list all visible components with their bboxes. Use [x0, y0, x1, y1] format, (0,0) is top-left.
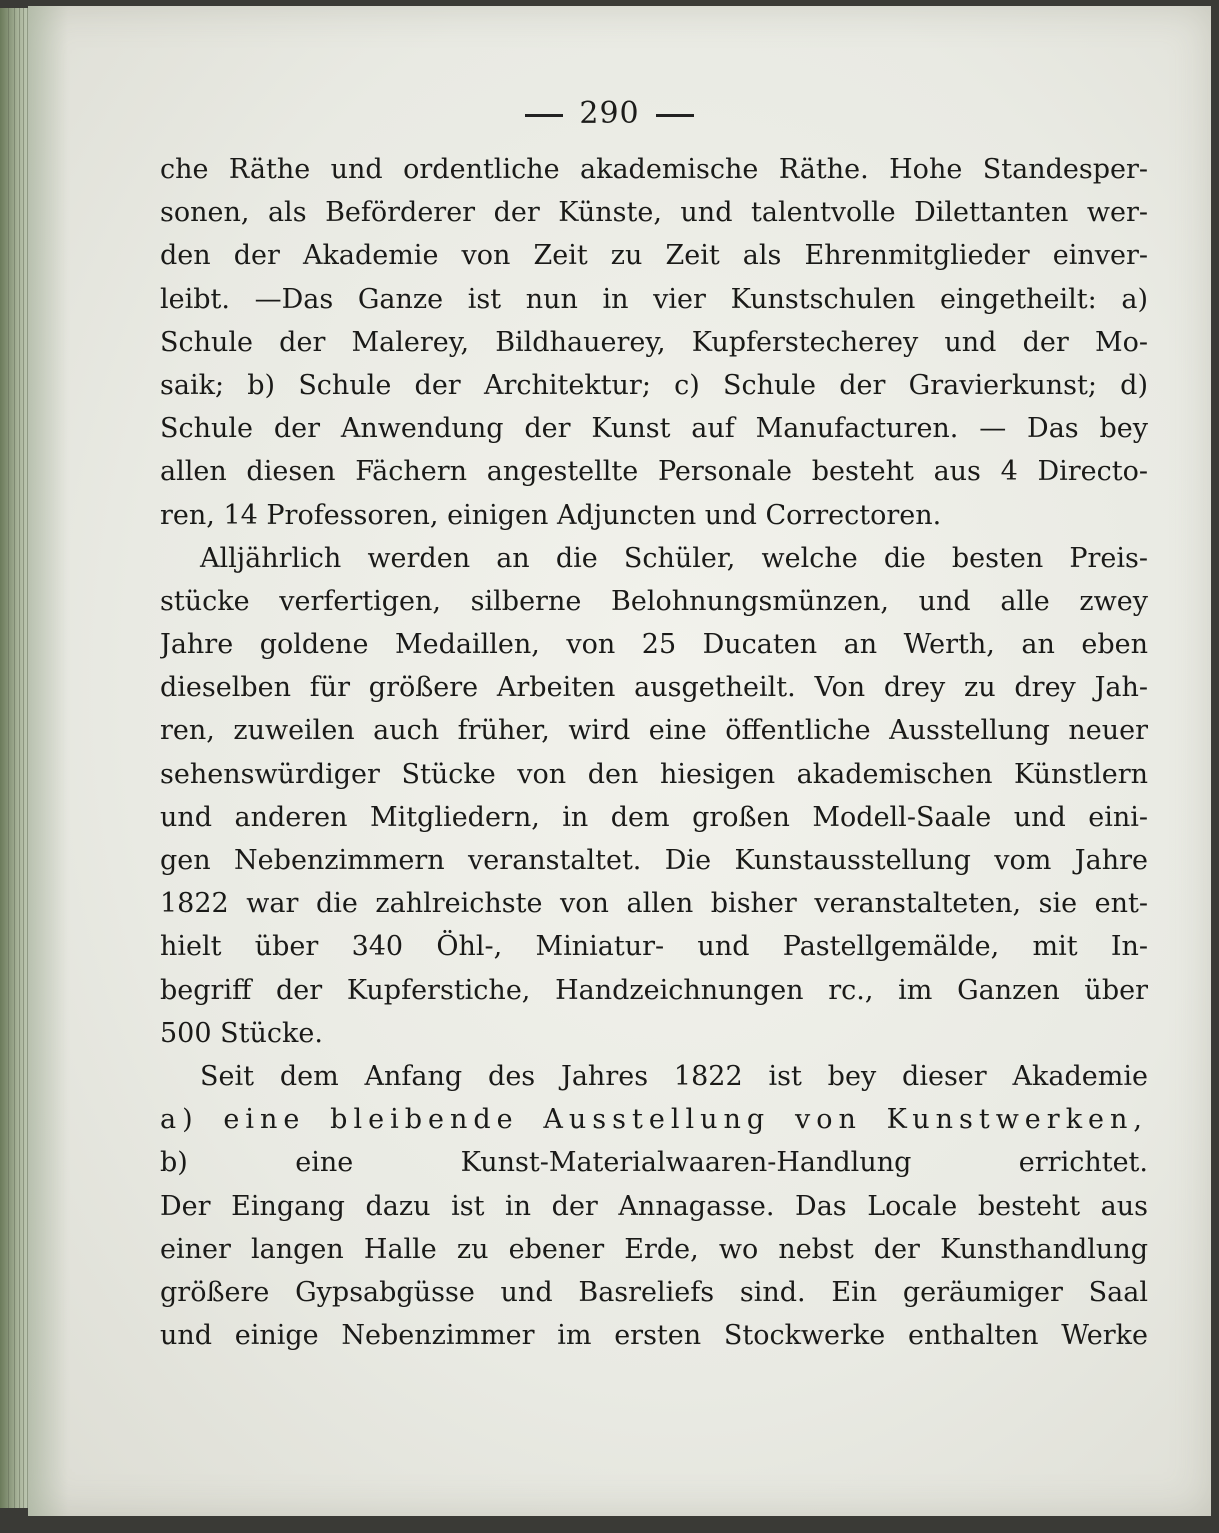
text-line: größere Gypsabgüsse und Basreliefs sind. Ein geräumiger Saal: [160, 1276, 1148, 1308]
text-line: gen Nebenzimmern veranstaltet. Die Kunstausstellung vom Jahre: [160, 845, 1148, 876]
text-line: dieselben für größere Arbeiten ausgetheilt. Von drey zu drey Jah-: [160, 672, 1148, 704]
text-line: leibt. —Das Ganze ist nun in vier Kunstschulen eingetheilt: a): [160, 283, 1148, 315]
header-dash-left: [525, 114, 563, 117]
text-line: Schule der Anwendung der Kunst auf Manufacturen. — Das bey: [160, 413, 1148, 445]
page-number: 290: [579, 96, 640, 131]
text-line: b) eine Kunst-Materialwaaren-Handlung errichtet.: [160, 1147, 1148, 1179]
header-dash-right: [656, 114, 694, 117]
text-line: ren, zuweilen auch früher, wird eine öffentliche Ausstellung neuer: [160, 715, 1148, 747]
text-line: Alljährlich werden an die Schüler, welche die besten Preis-: [200, 542, 1148, 574]
text-line: einer langen Halle zu ebener Erde, wo nebst der Kunsthandlung: [160, 1233, 1148, 1265]
gutter-shadow: [28, 6, 68, 1516]
text-line: che Räthe und ordentliche akademische Räthe. Hohe Standesper-: [160, 154, 1148, 185]
text-line: und anderen Mitgliedern, in dem großen Modell-Saale und eini-: [160, 801, 1148, 833]
text-line: sonen, als Beförderer der Künste, und talentvolle Dilettanten wer-: [160, 197, 1148, 229]
text-line: sehenswürdiger Stücke von den hiesigen akademischen Künstlern: [160, 758, 1148, 790]
text-line: saik; b) Schule der Architektur; c) Schule der Gravierkunst; d): [160, 369, 1148, 401]
text-line: ren, 14 Professoren, einigen Adjuncten und Correctoren.: [160, 499, 942, 531]
text-line: 1822 war die zahlreichste von allen bisher veranstalteten, sie ent-: [160, 888, 1148, 920]
text-line: Der Eingang dazu ist in der Annagasse. Das Locale besteht aus: [160, 1190, 1148, 1222]
text-line: Seit dem Anfang des Jahres 1822 ist bey dieser Akademie: [200, 1060, 1148, 1092]
text-line: Jahre goldene Medaillen, von 25 Ducaten an Werth, an eben: [160, 629, 1148, 661]
text-line: begriff der Kupferstiche, Handzeichnungen rc., im Ganzen über: [160, 974, 1148, 1006]
body-text: [160, 148, 1148, 1357]
page-header: [0, 96, 1219, 131]
text-line: allen diesen Fächern angestellte Personale besteht aus 4 Directo-: [160, 456, 1148, 488]
text-line: stücke verfertigen, silberne Belohnungsmünzen, und alle zwey: [160, 585, 1148, 617]
text-line: Schule der Malerey, Bildhauerey, Kupferstecherey und der Mo-: [160, 326, 1148, 358]
text-line: und einige Nebenzimmer im ersten Stockwerke enthalten Werke: [160, 1320, 1148, 1352]
text-line: 500 Stücke.: [160, 1017, 323, 1049]
text-line: den der Akademie von Zeit zu Zeit als Ehrenmitglieder einver-: [160, 240, 1148, 272]
text-line: a) eine bleibende Ausstellung von Kunstwerken,: [160, 1104, 1148, 1136]
text-line: hielt über 340 Öhl-, Miniatur- und Pastellgemälde, mit In-: [160, 931, 1148, 963]
